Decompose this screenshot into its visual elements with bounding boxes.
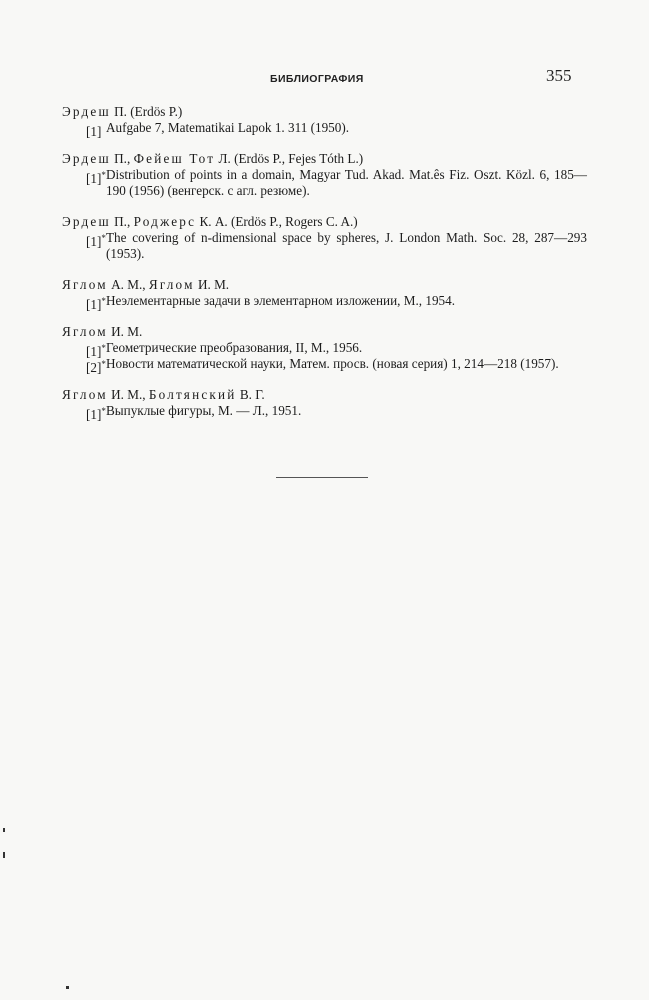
entry-author: Яглом А. М., Яглом И. М. [62, 277, 230, 292]
reference-text: Выпуклые фигуры, М. — Л., 1951. [106, 403, 302, 418]
reference-text: Новости математической науки, Матем. просв. (новая серия) 1, 214—218 (1957). [106, 356, 559, 371]
bibliography-entry [62, 324, 587, 375]
entry-author: Яглом И. М. [62, 324, 143, 339]
reference-number: [1]* [86, 296, 106, 312]
reference-item [62, 167, 587, 199]
reference-number: [1]* [86, 233, 106, 249]
reference-number: [1] [86, 124, 102, 139]
reference-item [62, 120, 587, 139]
entry-author: Яглом И. М., Болтянский В. Г. [62, 387, 265, 402]
bibliography-entry [62, 277, 587, 312]
bibliography-entry [62, 214, 587, 262]
scan-speck [3, 852, 5, 858]
reference-text: Неэлементарные задачи в элементарном изложении, М., 1954. [106, 293, 456, 308]
page-number: 355 [546, 66, 572, 85]
reference-number: [1]* [86, 170, 106, 186]
reference-item [62, 293, 587, 312]
reference-number: [1]* [86, 406, 106, 422]
bibliography-list [62, 104, 587, 434]
entry-author: Эрдеш П., Роджерс К. А. (Erdös P., Rogers C. A.) [62, 214, 358, 229]
reference-text: Aufgabe 7, Matematikai Lapok 1. 311 (1950). [106, 120, 350, 135]
section-divider [276, 477, 368, 478]
reference-item [62, 340, 587, 359]
reference-text: The covering of n-dimensional space by spheres, J. London Math. Soc. 28, 287—293 (1953). [106, 230, 587, 261]
bibliography-entry [62, 387, 587, 422]
reference-item [62, 403, 587, 422]
entry-author: Эрдеш П., Фейеш Тот Л. (Erdös P., Fejes Tóth L.) [62, 151, 364, 166]
reference-number: [1]* [86, 343, 106, 359]
reference-item [62, 356, 587, 375]
entry-author: Эрдеш П. (Erdös P.) [62, 104, 183, 119]
reference-text: Distribution of points in a domain, Magyar Tud. Akad. Mat.ês Fiz. Oszt. Közl. 6, 185—190 (1956) (венгерск. с агл. резюме). [106, 167, 587, 198]
reference-number: [2]* [86, 359, 106, 375]
reference-text: Геометрические преобразования, II, М., 1956. [106, 340, 363, 355]
running-header: БИБЛИОГРАФИЯ [270, 73, 364, 85]
reference-item [62, 230, 587, 262]
scan-speck [66, 986, 69, 989]
scan-speck [3, 828, 5, 832]
bibliography-entry [62, 104, 587, 139]
bibliography-entry [62, 151, 587, 199]
